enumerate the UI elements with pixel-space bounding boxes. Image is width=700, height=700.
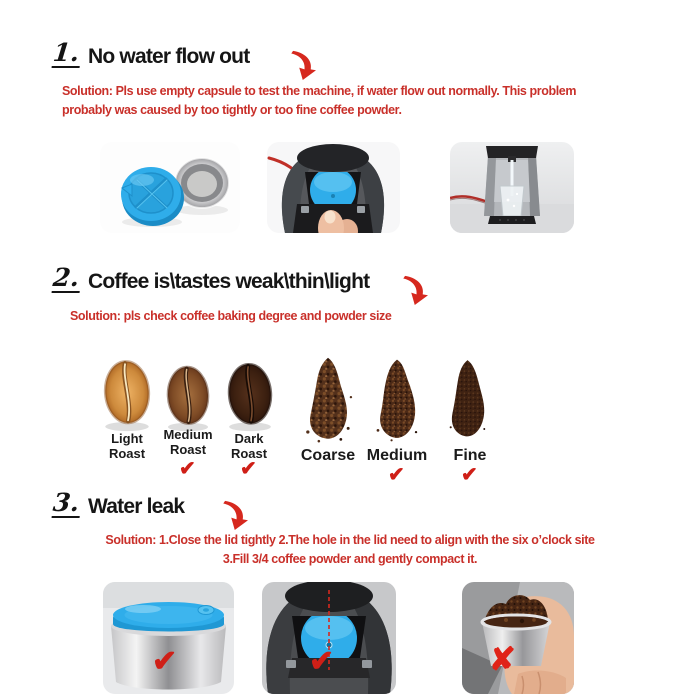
check-icon: ✔ [461,464,478,486]
section1-solution-line2: probably was caused by too tightly or too fine coffee powder. [62,103,402,117]
section3-number: 3. [51,488,81,517]
check-icon: ✔ [179,458,196,480]
section1-number: 1. [51,38,81,67]
insert-capsule-illustration [267,142,400,233]
check-icon: ✔ [309,645,335,678]
dark-roast-bean-illustration [225,359,275,432]
section3-solution-line2: 3.Fill 3/4 coffee powder and gently compact it. [222,552,478,566]
photo-capsule-lid-and-cup [100,142,240,233]
coarse-grounds-illustration [300,355,356,443]
curved-arrow-icon [218,498,248,532]
fine-grounds-illustration [441,356,494,442]
section3-solution-line1: Solution: 1.Close the lid tightly 2.The hole in the lid need to align with the six o’clock site [105,533,595,547]
light-roast-bean-illustration [101,356,153,432]
photo-insert-capsule-into-machine [267,142,400,233]
photo-capsule-overfilled [462,582,574,694]
overfilled-capsule-illustration [462,582,574,694]
bean-label-light-roast: Light Roast [108,431,146,461]
section1-solution-line1: Solution: Pls use empty capsule to test the machine, if water flow out normally. This problem [62,84,577,98]
check-icon: ✔ [240,458,257,480]
capsule-lid-and-cup-illustration [100,142,240,233]
section3-solution [40,531,660,569]
curved-arrow-icon [398,273,428,307]
medium-grounds-illustration [369,356,425,443]
photo-water-flowing-into-glass [450,142,574,233]
bean-label-medium-roast: Medium Roast [163,427,213,457]
section1-solution [62,82,622,120]
grind-label-medium: Medium [366,447,428,464]
section2-title: Coffee is\tastes weak\thin\light [88,270,370,293]
section2-number: 2. [51,263,81,292]
section2-solution: Solution: pls check coffee baking degree and powder size [70,309,392,323]
check-icon: ✔ [152,645,178,678]
check-icon: ✔ [388,464,405,486]
curved-arrow-icon [286,48,316,82]
grind-label-coarse: Coarse [300,447,356,464]
grind-label-fine: Fine [453,447,487,464]
section1-title: No water flow out [88,45,250,68]
cross-icon: ✘ [489,640,516,678]
water-flow-illustration [450,142,574,233]
medium-roast-bean-illustration [164,362,212,432]
bean-label-dark-roast: Dark Roast [230,431,268,461]
section3-title: Water leak [88,495,185,518]
